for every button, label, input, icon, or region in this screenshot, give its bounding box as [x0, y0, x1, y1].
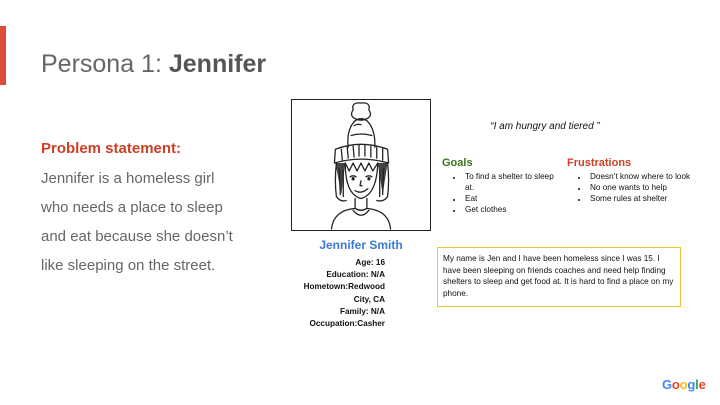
detail-family: Family: N/A: [339, 306, 385, 316]
logo-letter: G: [662, 377, 672, 392]
detail-education: Education: N/A: [326, 270, 385, 280]
detail-occupation: Occupation:Casher: [309, 319, 385, 329]
persona-bio: My name is Jen and I have been homeless since I was 15. I have been sleeping on friends coaches and need help finding shelters to sleep and get food at. It is hard to find a place on my phone.: [437, 247, 681, 307]
title-prefix: Persona 1:: [41, 50, 169, 78]
detail-age: Age: 16: [355, 258, 385, 267]
logo-letter: e: [698, 377, 706, 392]
goal-item: • Get clothes: [463, 204, 563, 215]
frustration-item: • Doesn’t know where to look: [588, 171, 703, 182]
persona-portrait: [291, 99, 431, 231]
goals-list: [447, 171, 563, 215]
goal-item: • To find a shelter to sleep at.: [463, 171, 563, 193]
accent-bar: [0, 26, 6, 85]
frustrations-heading: Frustrations: [567, 157, 632, 169]
frustration-item: • No one wants to help: [588, 182, 703, 193]
frustrations-list: [572, 171, 703, 204]
google-logo: [662, 377, 706, 392]
persona-name: Jennifer Smith: [319, 238, 403, 252]
problem-text: Jennifer is a homeless girl who needs a place to sleep and eat because she doesn’t like sleeping on the street.: [41, 170, 233, 274]
title-name: Jennifer: [168, 50, 267, 78]
logo-letter: o: [679, 377, 688, 392]
slide-title: [41, 50, 266, 79]
persona-sketch-icon: [292, 100, 430, 230]
frustration-item: • Some rules at shelter: [588, 193, 703, 204]
detail-hometown: Hometown:Redwood City, CA: [303, 282, 385, 304]
logo-letter: l: [695, 377, 699, 392]
persona-quote: “I am hungry and tiered ”: [490, 121, 600, 132]
logo-letter: o: [671, 377, 680, 392]
persona-details: [291, 257, 385, 330]
logo-letter: g: [687, 377, 696, 392]
goals-heading: Goals: [442, 157, 473, 169]
problem-heading: Problem statement:: [41, 140, 182, 157]
goal-item: • Eat: [463, 193, 563, 204]
